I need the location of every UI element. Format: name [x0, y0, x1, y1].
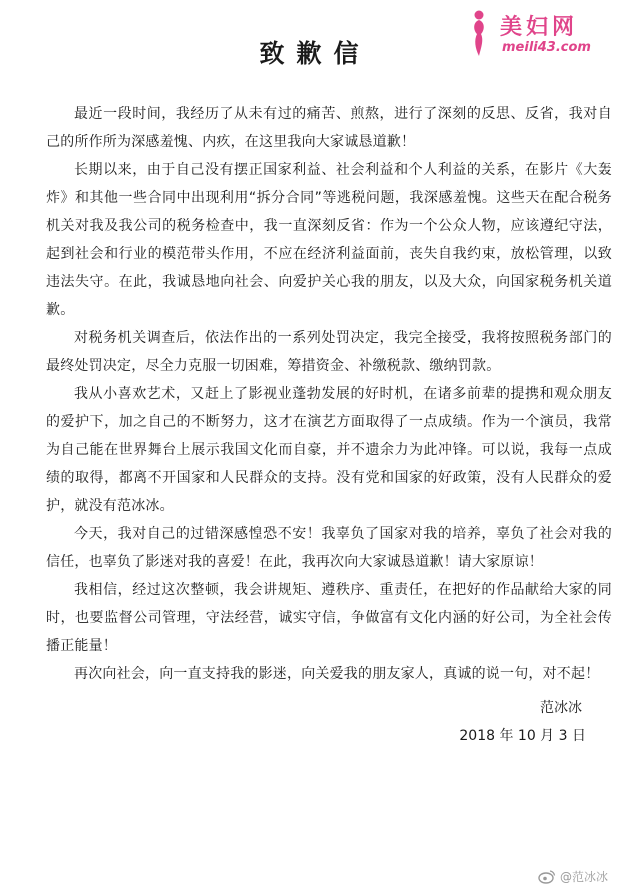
watermark-site-name: 美妇网 [500, 15, 579, 40]
weibo-icon [538, 869, 556, 884]
paragraph-5: 今天，我对自己的过错深感惶恐不安！我辜负了国家对我的培养，辜负了社会对我的信任，也辜负了影迷对我的喜爱！在此，我再次向大家诚恳道歉！请大家原谅！ [46, 526, 612, 570]
paragraph-1: 最近一段时间，我经历了从未有过的痛苦、煎熬，进行了深刻的反思、反省，我对自己的所作所为深感羞愧、内疚，在这里我向大家诚恳道歉！ [46, 106, 612, 150]
weibo-watermark [538, 868, 608, 885]
paragraph-4: 我从小喜欢艺术，又赶上了影视业蓬勃发展的好时机，在诸多前辈的提携和观众朋友的爱护下，加之自己的不断努力，这才在演艺方面取得了一点成绩。作为一个演员，我常为自己能在世界舞台上展示我国文化而自豪，并不遗余力为此冲锋。可以说，我每一点成绩的取得，都离不开国家和人民群众的支持。没有党和国家的好政策，没有人民群众的爱护，就没有范冰冰。 [46, 386, 612, 514]
letter-body [46, 100, 612, 688]
letter-title: 致歉信 [259, 39, 371, 68]
paragraph-7: 再次向社会，向一直支持我的影迷，向关爱我的朋友家人，真诚的说一句，对不起！ [74, 666, 600, 682]
paragraph-2: 长期以来，由于自己没有摆正国家利益、社会利益和个人利益的关系，在影片《大轰炸》和其他一些合同中出现利用“拆分合同”等逃税问题，我深感羞愧。这些天在配合税务机关对我及我公司的税务检查中，我一直深刻反省：作为一个公众人物，应该遵纪守法，起到社会和行业的模范带头作用，不应在经济利益面前，丧失自我约束，放松管理，以致违法失守。在此，我诚恳地向社会、向爱护关心我的朋友，以及大众，向国家税务机关道歉。 [46, 162, 612, 318]
watermark-url: meili43.com [502, 40, 591, 55]
paragraph-3: 对税务机关调查后，依法作出的一系列处罚决定，我完全接受，我将按照税务部门的最终处罚决定，尽全力克服一切困难，筹措资金、补缴税款、缴纳罚款。 [46, 330, 612, 374]
signature-block [426, 694, 586, 750]
paragraph-6: 我相信，经过这次整顿，我会讲规矩、遵秩序、重责任，在把好的作品献给大家的同时，也要监督公司管理，守法经营，诚实守信，争做富有文化内涵的好公司，为全社会传播正能量！ [46, 582, 612, 654]
weibo-handle: @范冰冰 [559, 870, 608, 884]
signature-name: 范冰冰 [540, 700, 582, 716]
signature-date: 2018 年 10 月 3 日 [459, 728, 586, 744]
